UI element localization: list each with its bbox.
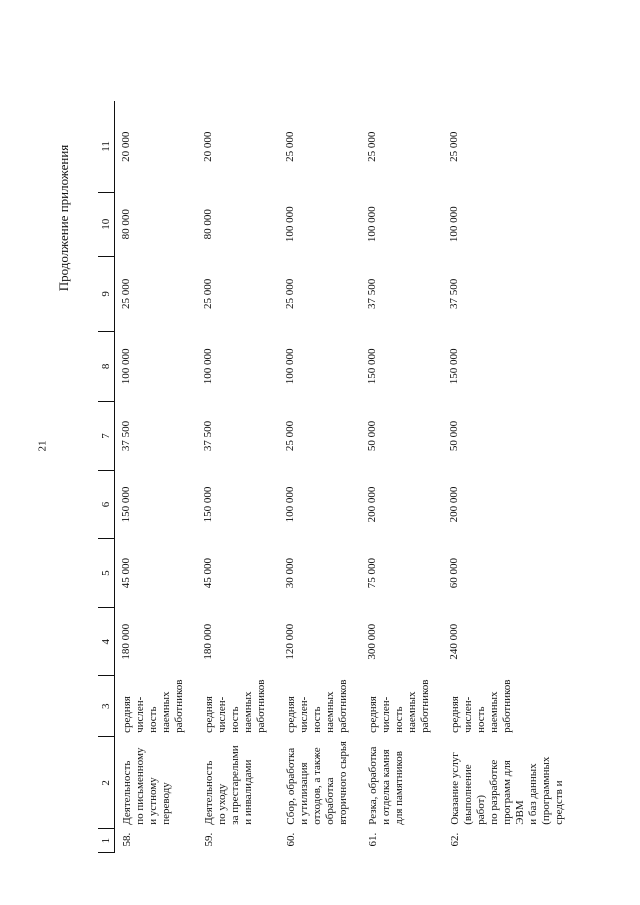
row-number: 60.	[285, 832, 297, 847]
value-col-5: 45 000	[120, 558, 132, 589]
value-col-7: 25 000	[284, 420, 296, 452]
value-col-9: 37 500	[448, 278, 460, 309]
value-col-10: 80 000	[202, 209, 214, 240]
activity-name: Оказание услуг (выполнение работ) по разработке программ для ЭВМ и баз данных (программных средств и	[449, 752, 565, 825]
column-header-9: 9	[98, 256, 115, 332]
tax-table	[98, 101, 566, 853]
value-col-11: 25 000	[284, 131, 296, 162]
value-col-9: 25 000	[120, 278, 132, 309]
value-col-10: 80 000	[120, 209, 132, 240]
value-col-8: 150 000	[448, 348, 460, 385]
physical-indicator: средняя числен- ность наемных работников	[367, 679, 431, 733]
continuation-heading: Продолжение приложения	[56, 144, 71, 292]
value-col-11: 25 000	[448, 131, 460, 162]
table-row	[443, 101, 566, 853]
activity-name: Деятельность по письменному и устному переводу	[121, 747, 172, 825]
value-col-4: 180 000	[202, 623, 214, 660]
table-row	[361, 101, 443, 853]
activity-name: Сбор, обработка и утилизация отходов, а также обработка вторичного сырья	[285, 741, 349, 825]
value-col-6: 100 000	[284, 486, 296, 523]
column-header-11: 11	[98, 101, 115, 192]
row-number: 58.	[121, 832, 133, 847]
value-col-6: 200 000	[448, 486, 460, 523]
value-col-10: 100 000	[284, 206, 296, 243]
value-col-4: 180 000	[120, 623, 132, 660]
column-header-3: 3	[98, 676, 115, 737]
value-col-6: 150 000	[120, 486, 132, 523]
value-col-5: 75 000	[366, 558, 378, 589]
value-col-4: 120 000	[284, 623, 296, 660]
value-col-11: 20 000	[202, 131, 214, 162]
value-col-8: 100 000	[202, 348, 214, 385]
value-col-7: 50 000	[448, 420, 460, 452]
column-header-5: 5	[98, 538, 115, 608]
physical-indicator: средняя числен- ность наемных работников	[449, 679, 513, 733]
table-row	[197, 101, 279, 853]
value-col-9: 37 500	[366, 278, 378, 309]
column-header-1: 1	[98, 829, 115, 853]
rotated-table-wrapper	[98, 101, 640, 853]
value-col-7: 37 500	[120, 420, 132, 452]
value-col-8: 100 000	[284, 348, 296, 385]
column-header-4: 4	[98, 608, 115, 676]
table-row	[115, 101, 198, 853]
value-col-9: 25 000	[284, 278, 296, 309]
value-col-7: 37 500	[202, 420, 214, 452]
value-col-4: 240 000	[448, 623, 460, 660]
column-header-2: 2	[98, 737, 115, 829]
page-number: 21	[36, 440, 49, 452]
value-col-5: 45 000	[202, 558, 214, 589]
activity-name: Деятельность по уходу за престарелыми и инвалидами	[203, 745, 254, 825]
value-col-11: 25 000	[366, 131, 378, 162]
value-col-10: 100 000	[448, 206, 460, 243]
physical-indicator: средняя числен- ность наемных работников	[203, 679, 267, 733]
value-col-4: 300 000	[366, 623, 378, 660]
column-header-7: 7	[98, 401, 115, 471]
value-col-11: 20 000	[120, 131, 132, 162]
column-header-10: 10	[98, 192, 115, 256]
column-header-6: 6	[98, 471, 115, 539]
value-col-8: 150 000	[366, 348, 378, 385]
value-col-5: 60 000	[448, 558, 460, 589]
activity-name: Резка, обработка и отделка камня для памятников	[367, 746, 405, 825]
value-col-9: 25 000	[202, 278, 214, 309]
value-col-10: 100 000	[366, 206, 378, 243]
value-col-8: 100 000	[120, 348, 132, 385]
table-row	[279, 101, 361, 853]
physical-indicator: средняя числен- ность наемных работников	[121, 679, 185, 733]
row-number: 59.	[203, 832, 215, 847]
column-header-8: 8	[98, 332, 115, 402]
value-col-7: 50 000	[366, 420, 378, 452]
physical-indicator: средняя числен- ность наемных работников	[285, 679, 349, 733]
value-col-6: 150 000	[202, 486, 214, 523]
row-number: 61.	[367, 832, 379, 847]
column-number-row	[98, 101, 115, 853]
value-col-6: 200 000	[366, 486, 378, 523]
value-col-5: 30 000	[284, 558, 296, 589]
row-number: 62.	[449, 832, 461, 847]
